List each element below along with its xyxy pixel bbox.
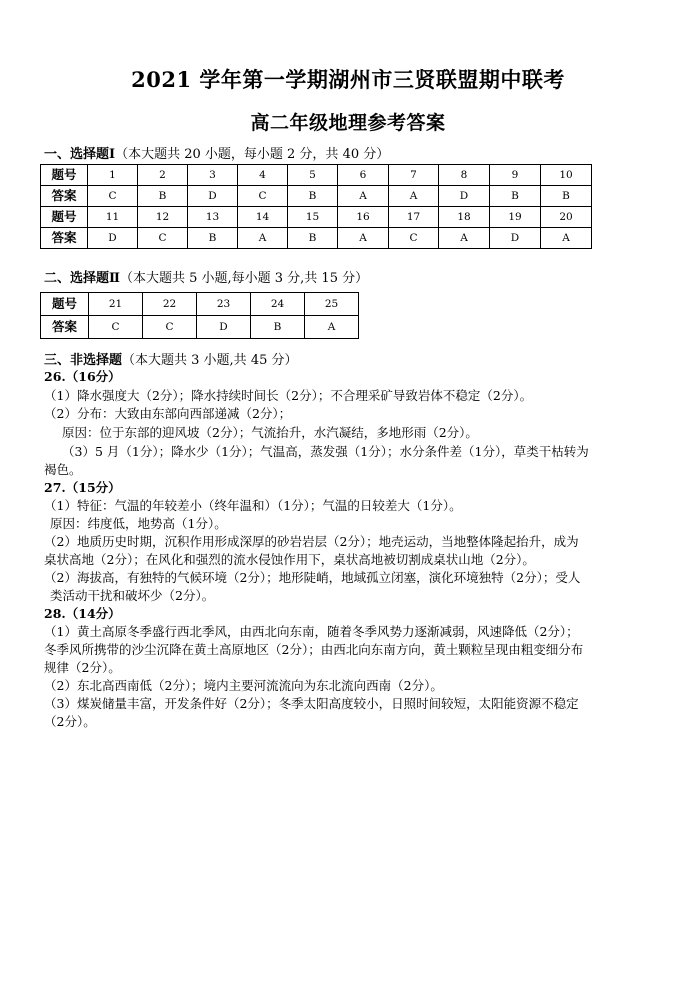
- question-number: 16: [338, 207, 389, 228]
- exam-subtitle: 高二年级地理参考答案: [250, 112, 446, 134]
- q27-line: 桌状高地（2分）；在风化和强烈的流水侵蚀作用下，桌状高地被切割成桌状山地（2分）。: [44, 552, 535, 567]
- row-label: 题号: [41, 207, 88, 228]
- answer-cell: A: [439, 228, 490, 249]
- section2-heading: [44, 267, 368, 286]
- q28-line: （2分）。: [44, 714, 96, 729]
- question-number: 18: [439, 207, 490, 228]
- section1-num-row: [41, 207, 592, 228]
- section2-answer-row: [41, 316, 359, 339]
- q27-line: （2）海拔高，有独特的气候环境（2分）；地形陡峭，地域孤立闭塞，演化环境独特（2分）；受人: [44, 570, 581, 585]
- answer-cell: C: [238, 186, 288, 207]
- section3-heading: [44, 349, 298, 368]
- answer-cell: B: [138, 186, 188, 207]
- answer-cell: D: [439, 186, 490, 207]
- q28-line: （2）东北高西南低（2分）；境内主要河流流向为东北流向西南（2分）。: [44, 678, 443, 693]
- q26-line: 褐色。: [44, 462, 82, 477]
- section3-heading-note: （本大题共 3 小题,共 45 分）: [122, 353, 298, 368]
- row-label: 题号: [41, 293, 89, 316]
- section1-answer-row: [41, 228, 592, 249]
- answer-cell: C: [389, 228, 439, 249]
- answer-cell: B: [541, 186, 592, 207]
- section1-num-row: [41, 165, 592, 186]
- q28-line: 冬季风所携带的沙尘沉降在黄土高原地区（2分）；由西北向东南方向，黄土颗粒呈现由粗变细分布: [44, 642, 584, 657]
- q28-line: （3）煤炭储量丰富，开发条件好（2分）；冬季太阳高度较小，日照时间较短，太阳能资源不稳定: [44, 696, 579, 711]
- question-number: 1: [88, 165, 138, 186]
- q28-line: 规律（2分）。: [44, 660, 121, 675]
- q27-line: 原因：纬度低，地势高（1分）。: [50, 516, 227, 531]
- answer-cell: B: [490, 186, 541, 207]
- question-number: 9: [490, 165, 541, 186]
- question-number: 15: [288, 207, 338, 228]
- question-number: 11: [88, 207, 138, 228]
- answer-cell: A: [389, 186, 439, 207]
- section1-heading-note: （本大题共 20 小题，每小题 2 分，共 40 分）: [115, 147, 390, 162]
- section1-heading-title: 一、选择题Ⅰ: [44, 147, 116, 162]
- answer-cell: D: [197, 316, 251, 339]
- section1-answer-table: [40, 164, 592, 249]
- answer-cell: B: [288, 228, 338, 249]
- question-number: 12: [138, 207, 188, 228]
- q27-label: 27.（15分）: [44, 480, 121, 495]
- question-number: 20: [541, 207, 592, 228]
- answer-cell: A: [541, 228, 592, 249]
- section1-heading: [44, 143, 389, 162]
- section3-heading-title: 三、非选择题: [44, 353, 123, 368]
- answer-cell: A: [238, 228, 288, 249]
- answer-cell: B: [188, 228, 238, 249]
- answer-cell: B: [251, 316, 305, 339]
- row-label: 答案: [41, 316, 89, 339]
- question-number: 6: [338, 165, 389, 186]
- answer-cell: A: [305, 316, 359, 339]
- question-number: 4: [238, 165, 288, 186]
- question-number: 21: [89, 293, 143, 316]
- answer-cell: D: [188, 186, 238, 207]
- q28-line: （1）黄土高原冬季盛行西北季风，由西北向东南，随着冬季风势力逐渐减弱，风速降低（2分）；: [44, 624, 579, 639]
- question-number: 22: [143, 293, 197, 316]
- q27-line: （2）地质历史时期，沉积作用形成深厚的砂岩岩层（2分）；地壳运动，当地整体隆起抬升，成为: [44, 534, 579, 549]
- question-number: 24: [251, 293, 305, 316]
- answer-cell: D: [88, 228, 138, 249]
- exam-title: 2021 学年第一学期湖州市三贤联盟期中联考: [131, 67, 565, 92]
- answer-cell: D: [490, 228, 541, 249]
- question-number: 13: [188, 207, 238, 228]
- q26-line: 原因：位于东部的迎风坡（2分）；气流抬升，水汽凝结，多地形雨（2分）。: [62, 425, 478, 440]
- answer-cell: C: [88, 186, 138, 207]
- question-number: 10: [541, 165, 592, 186]
- answer-cell: A: [338, 186, 389, 207]
- question-number: 7: [389, 165, 439, 186]
- question-number: 2: [138, 165, 188, 186]
- section2-heading-note: （本大题共 5 小题,每小题 3 分,共 15 分）: [119, 271, 369, 286]
- section2-answer-table: [40, 292, 359, 339]
- section2-num-row: [41, 293, 359, 316]
- row-label: 答案: [41, 186, 88, 207]
- question-number: 3: [188, 165, 238, 186]
- answer-cell: B: [288, 186, 338, 207]
- question-number: 8: [439, 165, 490, 186]
- q26-line: （2）分布：大致由东部向西部递减（2分）；: [44, 406, 292, 421]
- q26-line: （3）5 月（1分）；降水少（1分）；气温高，蒸发强（1分）；水分条件差（1分），草类干枯转为: [62, 444, 589, 459]
- question-number: 23: [197, 293, 251, 316]
- answer-cell: A: [338, 228, 389, 249]
- q27-line: 类活动干扰和破坏少（2分）。: [50, 588, 215, 603]
- question-number: 19: [490, 207, 541, 228]
- question-number: 14: [238, 207, 288, 228]
- row-label: 题号: [41, 165, 88, 186]
- question-number: 17: [389, 207, 439, 228]
- q26-line: （1）降水强度大（2分）；降水持续时间长（2分）；不合理采矿导致岩体不稳定（2分）。: [44, 388, 533, 403]
- row-label: 答案: [41, 228, 88, 249]
- q26-label: 26.（16分）: [44, 369, 121, 384]
- q27-line: （1）特征：气温的年较差小（终年温和）（1分）；气温的日较差大（1分）。: [44, 498, 462, 513]
- section1-answer-row: [41, 186, 592, 207]
- section2-heading-title: 二、选择题Ⅱ: [44, 271, 120, 286]
- answer-cell: C: [89, 316, 143, 339]
- q28-label: 28.（14分）: [44, 606, 121, 621]
- answer-cell: C: [138, 228, 188, 249]
- answer-cell: C: [143, 316, 197, 339]
- question-number: 25: [305, 293, 359, 316]
- question-number: 5: [288, 165, 338, 186]
